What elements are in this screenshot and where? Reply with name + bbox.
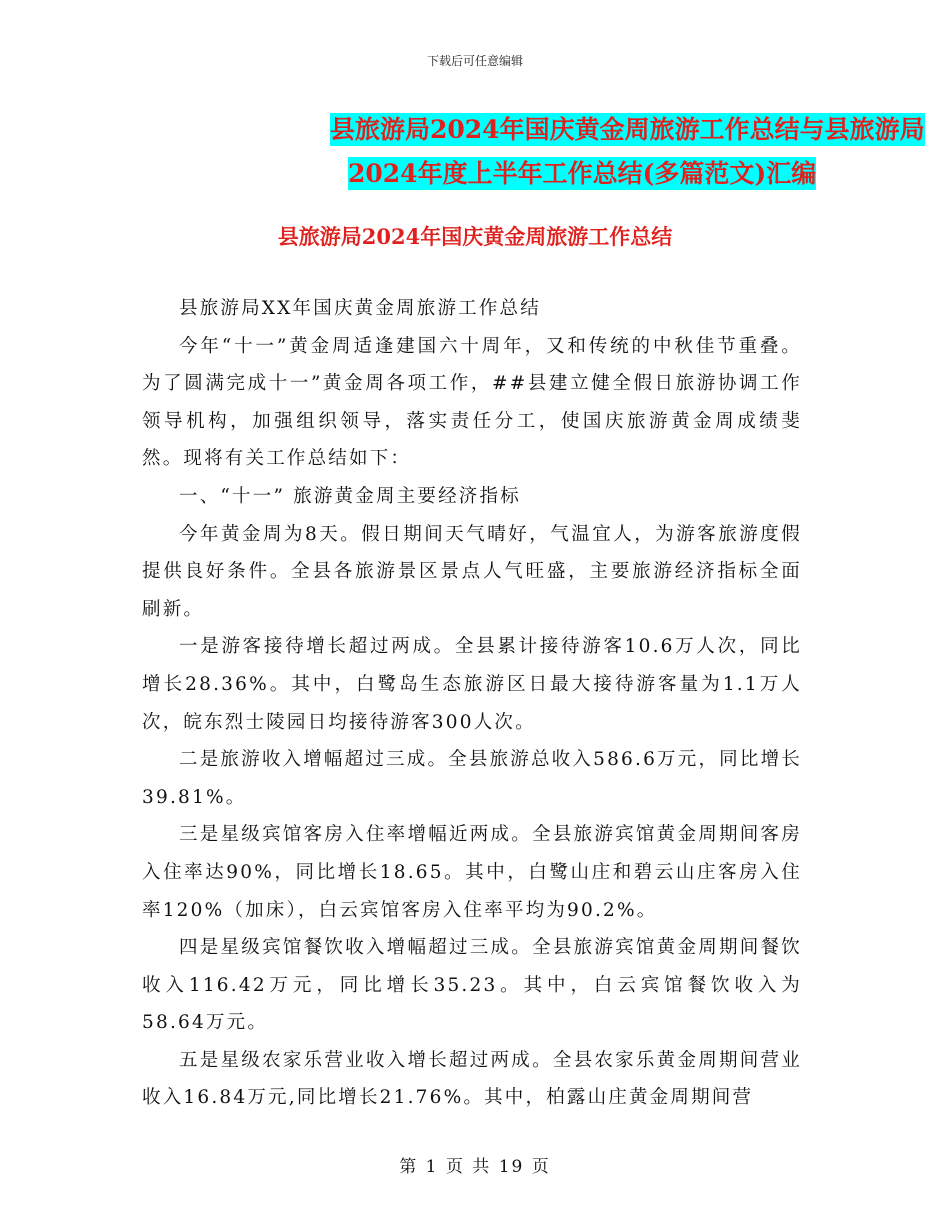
paragraph: 今年“十一”黄金周适逢建国六十周年，又和传统的中秋佳节重叠。为了圆满完成十一”黄金周各项工作，##县建立健全假日旅游协调工作领导机构，加强组织领导，落实责任分工，使国庆旅游黄金周成绩斐然。现将有关工作总结如下： <box>142 335 802 470</box>
paragraph: 四是星级宾馆餐饮收入增幅超过三成。全县旅游宾馆黄金周期间餐饮收入116.42万元，同比增长35.23。其中，白云宾馆餐饮收入为58.64万元。 <box>142 937 802 1034</box>
paragraph: 三是星级宾馆客房入住率增幅近两成。全县旅游宾馆黄金周期间客房入住率达90%，同比增长18.65。其中，白鹭山庄和碧云山庄客房入住率120%（加床），白云宾馆客房入住率平均为90.2%。 <box>142 824 802 921</box>
document-title-line-1 <box>330 110 925 150</box>
paragraph: 二是旅游收入增幅超过三成。全县旅游总收入586.6万元，同比增长39.81%。 <box>142 749 802 808</box>
document-title-line-2 <box>348 154 816 194</box>
page-footer: 第 1 页 共 19 页 <box>399 1157 551 1177</box>
paragraph: 一是游客接待增长超过两成。全县累计接待游客10.6万人次，同比增长28.36%。其中，白鹭岛生态旅游区日最大接待游客量为1.1万人次，皖东烈士陵园日均接待游客300人次。 <box>142 636 802 733</box>
paragraph: 五是星级农家乐营业收入增长超过两成。全县农家乐黄金周期间营业收入16.84万元,同比增长21.76%。其中，柏露山庄黄金周期间营 <box>142 1049 802 1109</box>
document-body <box>142 290 802 1117</box>
paragraph: 一、“十一” 旅游黄金周主要经济指标 <box>179 485 521 507</box>
title-highlight-2: 2024年度上半年工作总结(多篇范文)汇编 <box>348 159 817 188</box>
paragraph: 今年黄金周为8天。假日期间天气晴好，气温宜人，为游客旅游度假提供良好条件。全县各旅游景区景点人气旺盛，主要旅游经济指标全面刷新。 <box>142 523 802 620</box>
section-title: 县旅游局2024年国庆黄金周旅游工作总结 <box>277 224 673 249</box>
paragraph: 县旅游局XX年国庆黄金周旅游工作总结 <box>179 298 541 319</box>
title-highlight-1: 县旅游局2024年国庆黄金周旅游工作总结与县旅游局 <box>330 115 925 144</box>
header-note: 下载后可任意编辑 <box>426 54 523 68</box>
